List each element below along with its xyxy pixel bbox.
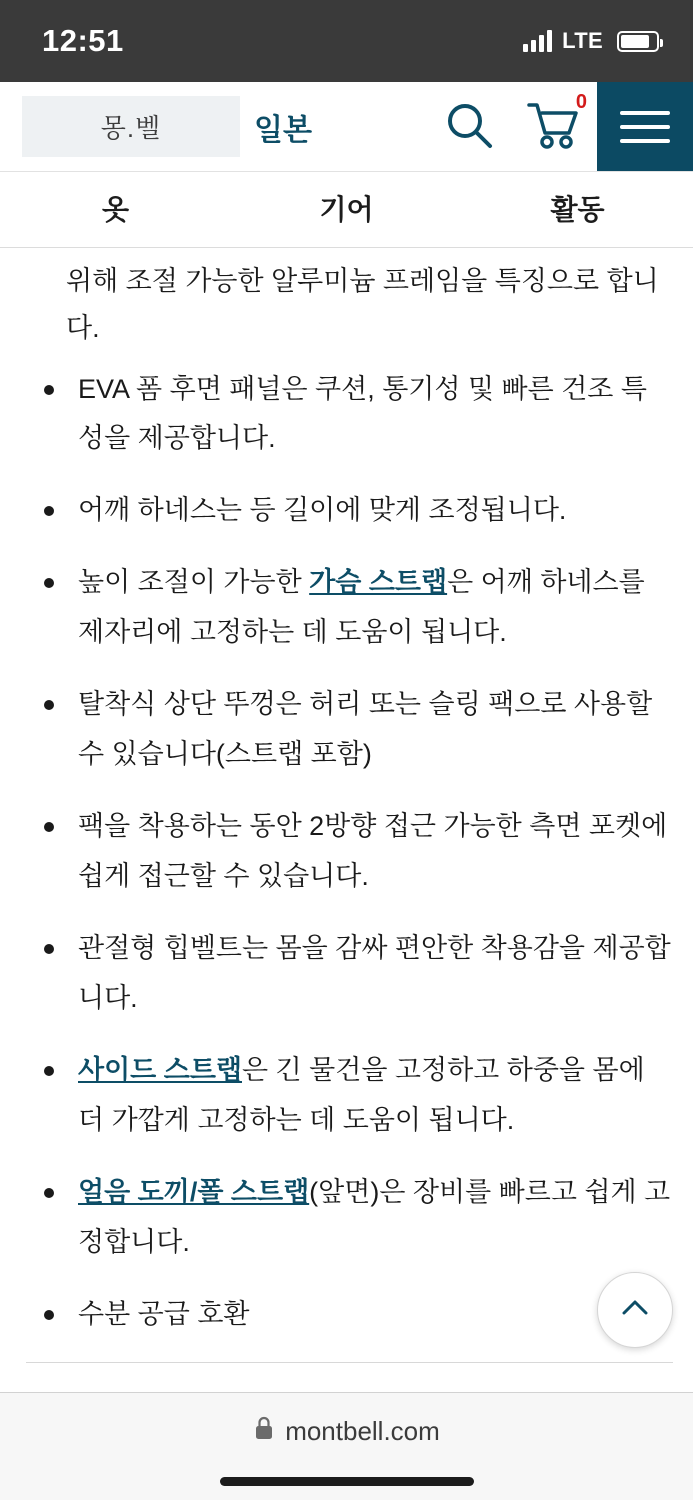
- header-icons: [443, 82, 597, 171]
- search-button[interactable]: [443, 99, 495, 154]
- ice-axe-pole-strap-link[interactable]: 얼음 도끼/폴 스트랩: [78, 1176, 310, 1207]
- feature-text-suffix: 은 긴 물건을 고정하고 하중을 몸에 더 가깝게 고정하는 데 도움이 됩니다.: [78, 1054, 645, 1135]
- feature-text: 어깨 하네스는 등 길이에 맞게 조정됩니다.: [78, 495, 567, 526]
- hamburger-menu-icon-bar2: [620, 125, 670, 129]
- feature-text-suffix: (앞면)은 장비를 빠르고 쉽게 고정합니다.: [78, 1176, 671, 1257]
- chest-strap-link[interactable]: 가슴 스트랩: [309, 567, 448, 598]
- battery-icon: [617, 31, 659, 52]
- status-bar: [0, 0, 693, 82]
- feature-text: 관절형 힙벨트는 몸을 감싸 편안한 착용감을 제공합니다.: [78, 932, 671, 1013]
- scroll-to-top-button[interactable]: [597, 1272, 673, 1348]
- list-item: [26, 802, 673, 902]
- tab-gear[interactable]: 기어: [319, 193, 374, 225]
- country-label[interactable]: 일본: [254, 113, 312, 147]
- status-time: 12:51: [42, 23, 124, 58]
- list-item: [26, 1290, 673, 1340]
- list-item: [26, 486, 673, 536]
- site-header: [0, 82, 693, 172]
- lock-icon: [253, 1415, 275, 1448]
- status-indicators: [523, 28, 659, 54]
- url-text: montbell.com: [285, 1416, 440, 1446]
- feature-text-prefix: 높이 조절이 가능한: [78, 567, 310, 598]
- feature-text: 수분 공급 호환: [78, 1298, 250, 1329]
- feature-text: EVA 폼 후면 패널은 쿠션, 통기성 및 빠른 건조 특성을 제공합니다.: [78, 373, 647, 454]
- list-item: [26, 680, 673, 780]
- section-divider: [26, 1362, 673, 1363]
- browser-bottom-bar: [0, 1392, 693, 1500]
- tab-activity[interactable]: 활동: [550, 193, 605, 225]
- feature-list: [26, 365, 673, 1340]
- brand-area[interactable]: [0, 82, 443, 171]
- list-item: [26, 1046, 673, 1146]
- cart-button[interactable]: [525, 91, 587, 154]
- list-item: [26, 558, 673, 658]
- side-strap-link[interactable]: 사이드 스트랩: [78, 1054, 242, 1085]
- feature-text: 팩을 착용하는 동안 2방향 접근 가능한 측면 포켓에 쉽게 접근할 수 있습니다.: [78, 811, 668, 891]
- feature-text-suffix: 은 어깨 하네스를 제자리에 고정하는 데 도움이 됩니다.: [78, 567, 645, 648]
- signal-bars-icon: [523, 30, 552, 52]
- tab-clothing[interactable]: 옷: [101, 193, 130, 225]
- hamburger-menu-icon-bar3: [620, 139, 670, 143]
- hamburger-menu-button[interactable]: [597, 82, 693, 171]
- clipped-paragraph: 위해 조절 가능한 알루미늄 프레임을 특징으로 합니다.: [66, 266, 659, 344]
- nav-tabs: [0, 172, 693, 248]
- feature-text: 탈착식 상단 뚜껑은 허리 또는 슬링 팩으로 사용할 수 있습니다(스트랩 포함): [78, 689, 653, 770]
- cart-count-badge: 0: [575, 91, 587, 113]
- chevron-up-icon: [616, 1289, 654, 1332]
- network-type-label: LTE: [562, 28, 603, 53]
- cart-icon: [525, 99, 581, 154]
- brand-logo[interactable]: 몽.벨: [22, 96, 240, 157]
- list-item: [26, 365, 673, 465]
- address-bar[interactable]: [253, 1415, 440, 1448]
- search-icon: [443, 99, 495, 154]
- hamburger-menu-icon: [620, 111, 670, 115]
- product-features-section: [0, 248, 693, 1400]
- list-item: [26, 1168, 673, 1268]
- list-item: [26, 924, 673, 1024]
- home-indicator: [220, 1477, 474, 1486]
